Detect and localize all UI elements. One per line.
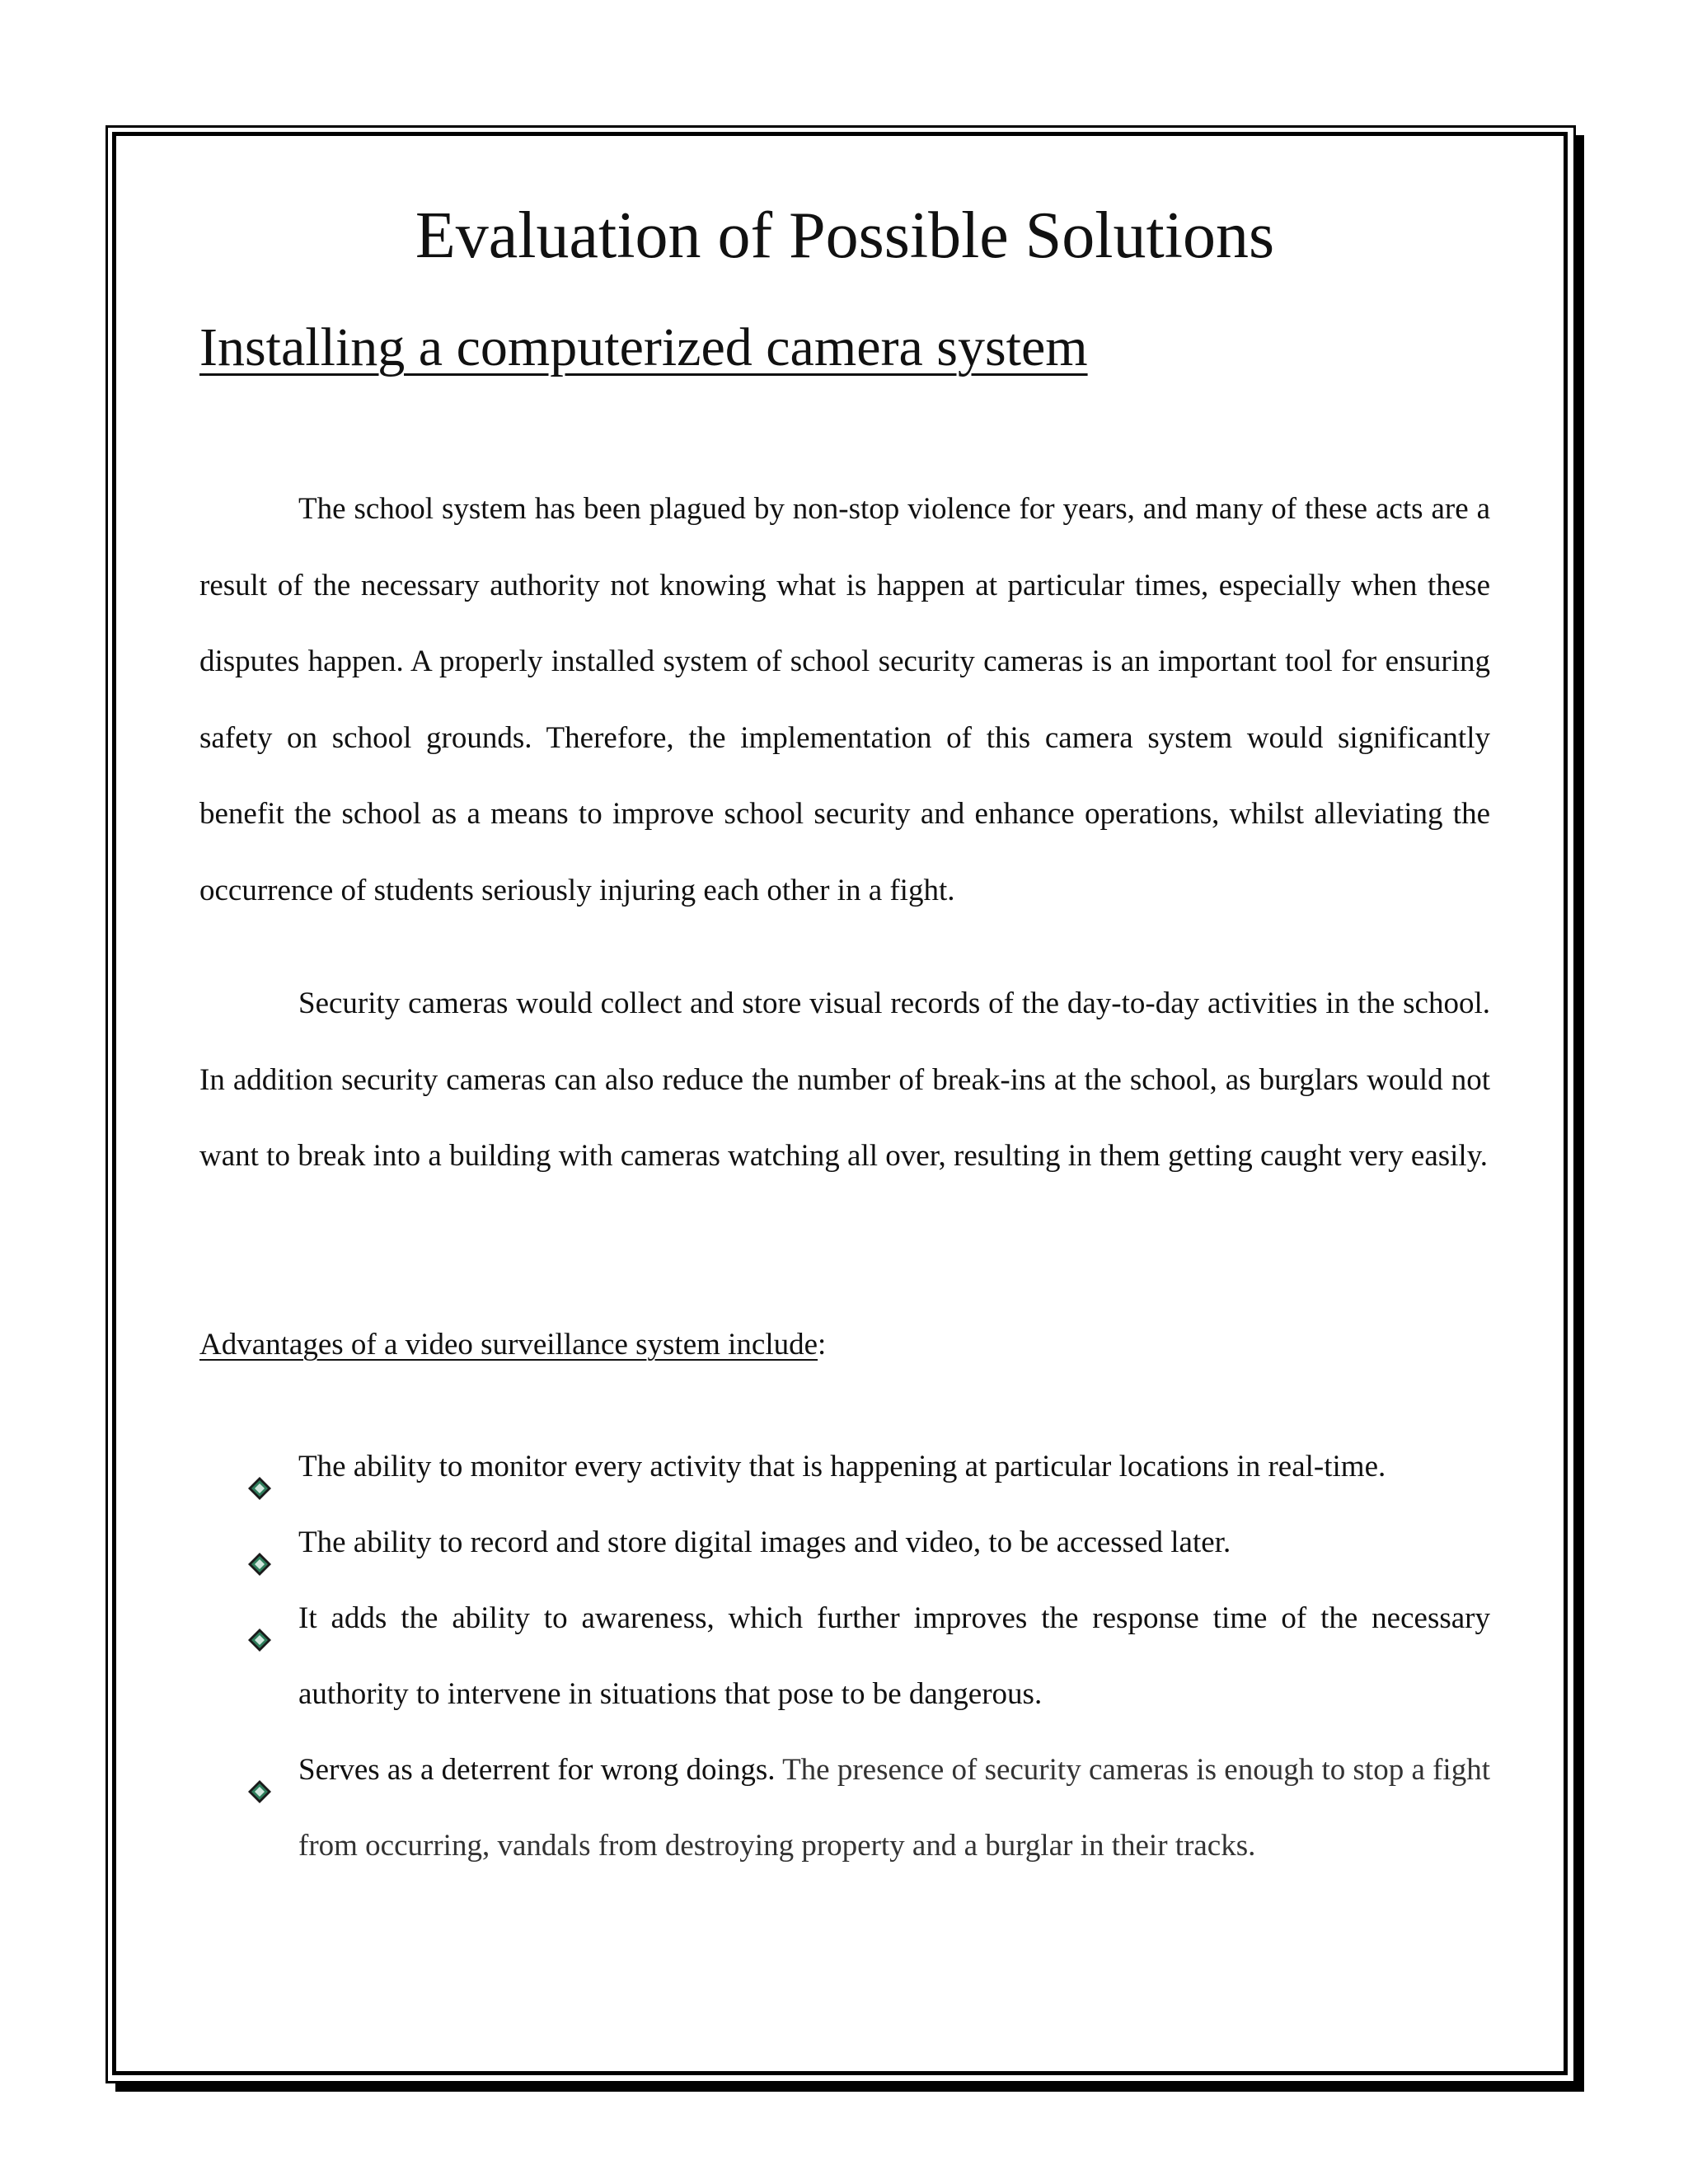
list-item-text: The ability to record and store digital images and video, to be accessed later. [298, 1526, 1231, 1559]
advantages-list [199, 1429, 1490, 1884]
advantages-heading-text: Advantages of a video surveillance system include [199, 1328, 818, 1361]
list-item [199, 1429, 1490, 1505]
list-item [199, 1581, 1490, 1732]
diamond-bullet-icon [247, 1530, 272, 1554]
list-item [199, 1505, 1490, 1581]
list-item-text-lead: Serves as a deterrent for wrong doings. [298, 1753, 776, 1787]
paragraph-1: The school system has been plagued by non-stop violence for years, and many of these acts are a result of the necessary authority not knowing what is happen at particular times, especially when these disputes happen. A properly installed system of school security cameras is an important tool for ensuring safety on school grounds. Therefore, the implementation of this camera system would significantly benefit the school as a means to improve school security and enhance operations, whilst alleviating the occurrence of students seriously injuring each other in a fight. [199, 492, 1490, 907]
advantages-heading-colon: : [818, 1328, 827, 1361]
list-item-text: It adds the ability to awareness, which further improves the response time of the necessary authority to intervene in situations that pose to be dangerous. [298, 1601, 1490, 1711]
list-item-text: The ability to monitor every activity that is happening at particular locations in real-time. [298, 1450, 1386, 1483]
paragraph-2: Security cameras would collect and store visual records of the day-to-day activities in the school. In addition security cameras can also reduce the number of break-ins at the school, as burglars would not want to break into a building with cameras watching all over, resulting in them getting caught very easily. [199, 987, 1490, 1173]
diamond-bullet-icon [247, 1757, 272, 1782]
list-item [199, 1732, 1490, 1884]
list-item-text-tail: The presence of security cameras is enough to stop a fight from occurring, vandals from destroying property and a burglar in their tracks. [298, 1753, 1490, 1863]
advantages-heading [199, 1312, 826, 1378]
diamond-bullet-icon [247, 1605, 272, 1630]
diamond-bullet-icon [247, 1454, 272, 1479]
page-title: Evaluation of Possible Solutions [415, 199, 1275, 272]
section-heading: Installing a computerized camera system [199, 317, 1088, 377]
